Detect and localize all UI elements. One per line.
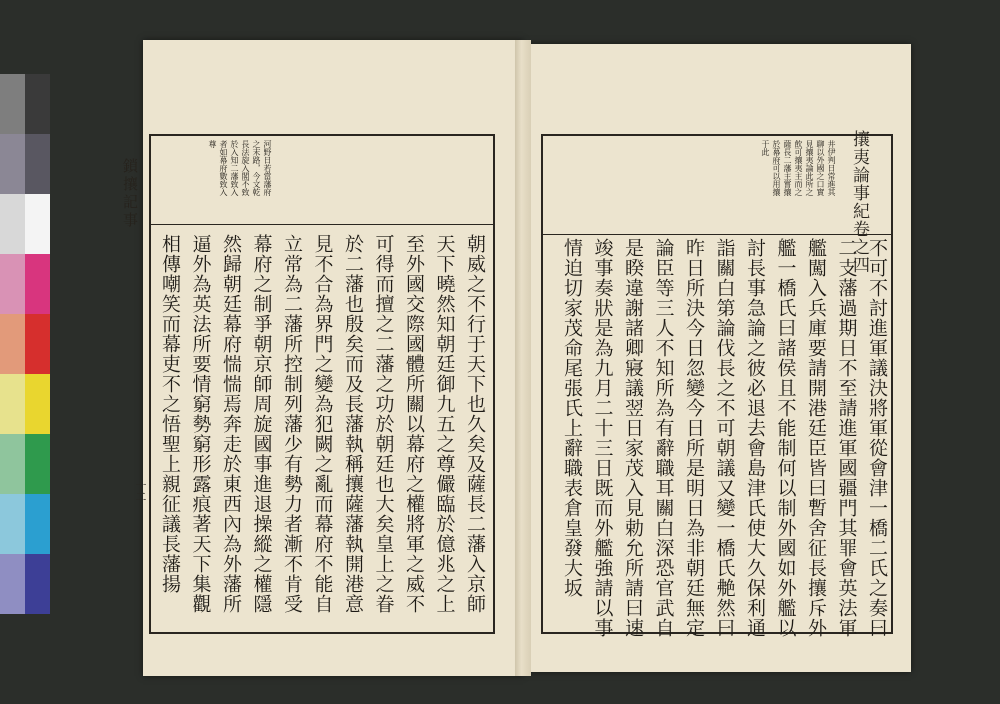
calibration-swatch	[0, 74, 25, 134]
calibration-swatch	[25, 374, 50, 434]
right-header-rule	[541, 234, 893, 235]
text-column: 至外國交際國體所關以幕府之權將軍之威不	[403, 234, 425, 614]
text-column: 昨日所決今日忽變今日所是明日為非朝廷無定	[683, 238, 705, 638]
text-column: 是睽違謝諸卿寢議翌日家茂入見勅允所請曰速	[622, 238, 644, 638]
text-column: 然歸朝廷幕府惴惴焉奔走於東西內為外藩所	[220, 234, 242, 614]
text-column: 朝威之不行于天下也久矣及薩長二藩入京師	[464, 234, 486, 614]
text-column: 艦一橋氏曰諸侯且不能制何以制外國如外艦以	[774, 238, 797, 638]
calibration-swatch	[0, 494, 25, 554]
header-note-line: 長法旋入閣不致	[241, 140, 250, 196]
header-note-line: 尊	[208, 140, 217, 148]
calibration-swatch	[25, 254, 50, 314]
text-column: 二支藩過期日不至請進軍國疆門其罪會英法軍	[835, 238, 858, 638]
left-header-rule	[149, 224, 495, 225]
text-column: 見不合為界門之變為犯闕之亂而幕府不能自	[311, 234, 334, 614]
text-column: 可得而擅之二藩之功於朝廷也大矣皇上之眷	[372, 234, 395, 614]
header-note-line: 井伊判日常進其	[827, 140, 836, 196]
text-column: 於二藩也殷矣而及長藩執稱攘薩藩執開港意	[342, 234, 364, 614]
text-column: 竣事奏狀是為九月二十三日既而外艦強請以事	[591, 238, 614, 638]
calibration-row	[0, 434, 50, 494]
text-column: 逼外為英法所要情窮勢窮形露痕著天下集觀	[189, 234, 212, 614]
text-column: 詣關白第論伐長之不可朝議又變一橋氏艴然曰	[713, 238, 736, 638]
calibration-swatch	[0, 254, 25, 314]
calibration-swatch	[0, 134, 25, 194]
text-column: 立常為二藩所控制列藩少有勢力者漸不肯受	[281, 234, 303, 614]
right-header-title: 攘夷論事紀卷之四	[849, 130, 869, 274]
calibration-row	[0, 494, 50, 554]
text-column: 論臣等三人不知所為有辭職耳關白深恐官武自	[652, 238, 675, 638]
calibration-swatch	[0, 194, 25, 254]
calibration-swatch	[25, 74, 50, 134]
header-note-line: 聊以外國之口實	[816, 140, 825, 196]
book-gutter	[515, 40, 531, 676]
header-note-line: 之末路，今文乾	[252, 140, 261, 196]
calibration-row	[0, 194, 50, 254]
text-column: 情迫切家茂命尾張氏上辭職表倉皇發大坂	[561, 238, 583, 598]
calibration-row	[0, 74, 50, 134]
header-note-line: 者如幕府數致入	[219, 140, 228, 196]
calibration-row	[0, 314, 50, 374]
calibration-row	[0, 134, 50, 194]
left-page-number: 十二	[134, 480, 147, 502]
header-note-line: 河野日若當藩府	[263, 140, 272, 196]
header-note-line: 於幕府可以用攘	[772, 140, 781, 196]
calibration-swatch	[0, 434, 25, 494]
calibration-swatch	[0, 554, 25, 614]
header-note-line: 薩長二藩主嘗攘	[783, 140, 792, 196]
text-column: 幕府之制爭朝京師周旋國事進退操縱之權隱	[250, 234, 273, 614]
calibration-swatch	[25, 554, 50, 614]
text-column: 天下曉然知朝廷御九五之尊儼臨於億兆之上	[433, 234, 456, 614]
header-note-line: 見攘夷論此所之	[805, 140, 814, 196]
calibration-swatch	[25, 434, 50, 494]
header-note-line: 於入知二藩致入	[230, 140, 239, 196]
text-column: 相傳嘲笑而幕吏不之悟聖上親征議長藩揚	[159, 234, 181, 594]
left-side-title: 鎖攘記事	[121, 158, 139, 230]
calibration-swatch	[0, 374, 25, 434]
calibration-row	[0, 374, 50, 434]
calibration-row	[0, 254, 50, 314]
header-note-line: 于此	[761, 140, 770, 156]
text-column: 不可不討進軍議決將軍從會津一橋二氏之奏曰	[866, 238, 888, 638]
header-note-line: 飲可攘夷主而之	[794, 140, 803, 196]
calibration-swatch	[25, 134, 50, 194]
calibration-swatch	[25, 194, 50, 254]
text-column: 討長事急論之彼必退去會島津氏使大久保利通	[744, 238, 766, 638]
calibration-swatch	[25, 314, 50, 374]
color-calibration-bar	[0, 74, 50, 614]
calibration-swatch	[0, 314, 25, 374]
calibration-swatch	[25, 494, 50, 554]
calibration-row	[0, 554, 50, 614]
text-column: 艦闖入兵庫要請開港廷臣皆曰暫舍征長攘斥外	[805, 238, 827, 638]
